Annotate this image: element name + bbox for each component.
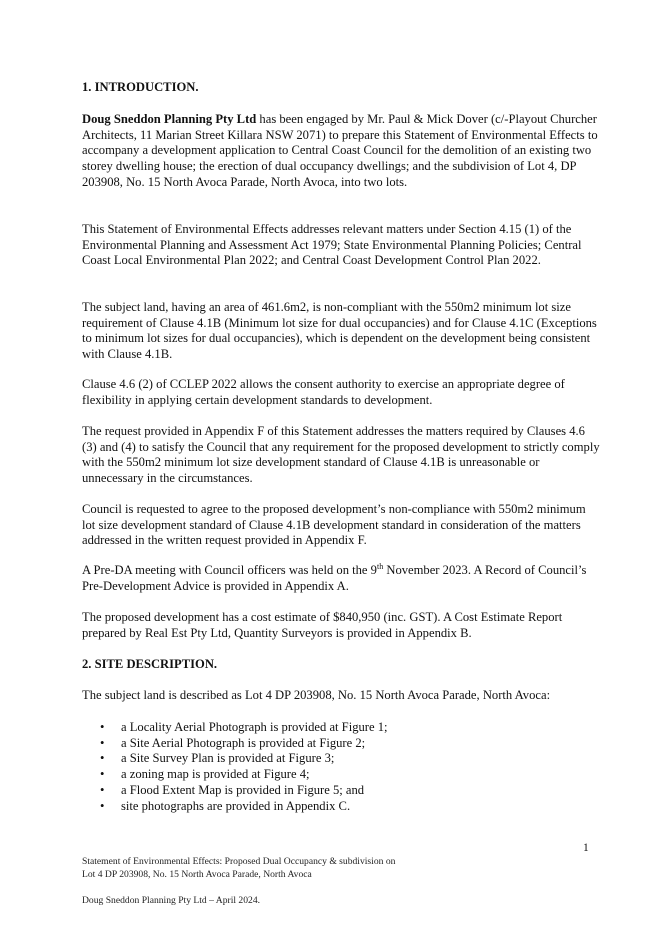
intro-paragraph-2: This Statement of Environmental Effects addresses relevant matters under Section 4.15 (1) of the Environmental Planning and Assessment Act 1979; State Environmental Planning Policies; Central Coast Local Environmental Plan 2022; and Central Coast Development Control Plan 2022. — [82, 222, 582, 268]
list-item: • a zoning map is provided at Figure 4; — [82, 767, 602, 783]
section-heading-site-description: 2. SITE DESCRIPTION. — [82, 657, 218, 671]
intro-paragraph-8: The proposed development has a cost estimate of $840,950 (inc. GST). A Cost Estimate Report prepared by Real Est Pty Ltd, Quantity Surveyors is provided in Appendix B. — [82, 610, 563, 640]
intro-paragraph-7 — [82, 563, 602, 594]
intro-paragraph-4: Clause 4.6 (2) of CCLEP 2022 allows the consent authority to exercise an appropriate degree of flexibility in applying certain development standards to development. — [82, 377, 565, 407]
page-number: 1 — [583, 842, 589, 854]
list-item: • a Flood Extent Map is provided in Figure 5; and — [82, 783, 602, 799]
list-item: • a Locality Aerial Photograph is provided at Figure 1; — [82, 720, 602, 736]
pre-da-text-end: November 2023. A Record of Council’s Pre-Development Advice is provided in Appendix A. — [82, 563, 587, 593]
footer-author-date: Doug Sneddon Planning Pty Ltd – April 2024. — [82, 895, 261, 906]
footer-line-2: Lot 4 DP 203908, No. 15 North Avoca Parade, North Avoca — [82, 868, 312, 880]
site-figures-list — [82, 720, 602, 814]
intro-paragraph-1-text: has been engaged by Mr. Paul & Mick Dover (c/-Playout Churcher Architects, 11 Marian Street Killara NSW 2071) to prepare this Statement of Environmental Effects to accompany a development application to Central Coast Council for the demolition of an existing two storey dwelling house; the erection of dual occupancy dwellings; and the subdivision of Lot 4, DP 203908, No. 15 North Avoca Parade, North Avoca, into two lots. — [82, 112, 598, 189]
list-item: • site photographs are provided in Appendix C. — [82, 799, 602, 815]
footer-line-1: Statement of Environmental Effects: Proposed Dual Occupancy & subdivision on — [82, 856, 396, 867]
pre-da-text-start: A Pre-DA meeting with Council officers was held on the 9 — [82, 563, 377, 577]
section-heading-introduction: 1. INTRODUCTION. — [82, 80, 199, 94]
intro-paragraph-6: Council is requested to agree to the proposed development’s non-compliance with 550m2 minimum lot size development standard of Clause 4.1B development standard in consideration of the matters addressed in the written request provided in Appendix F. — [82, 502, 586, 548]
intro-paragraph-5: The request provided in Appendix F of this Statement addresses the matters required by Clauses 4.6 (3) and (4) to satisfy the Council that any requirement for the proposed development to strictly comply with the 550m2 minimum lot size development standard of Clause 4.1B is unreasonable or unnecessary in the circumstances. — [82, 424, 600, 486]
site-paragraph-1: The subject land is described as Lot 4 DP 203908, No. 15 North Avoca Parade, North Avoca: — [82, 688, 551, 702]
footer-document-title — [82, 856, 395, 881]
intro-paragraph-3: The subject land, having an area of 461.6m2, is non-compliant with the 550m2 minimum lot size requirement of Clause 4.1B (Minimum lot size for dual occupancies) and for Clause 4.1C (Exceptions to minimum lot sizes for dual occupancies), which is dependent on the development being consistent with Clause 4.1B. — [82, 300, 597, 362]
ordinal-suffix: th — [376, 561, 384, 571]
list-item: • a Site Survey Plan is provided at Figure 3; — [82, 751, 602, 767]
company-name: Doug Sneddon Planning Pty Ltd — [82, 112, 257, 126]
list-item: • a Site Aerial Photograph is provided at Figure 2; — [82, 736, 602, 752]
intro-paragraph-1 — [82, 112, 602, 191]
